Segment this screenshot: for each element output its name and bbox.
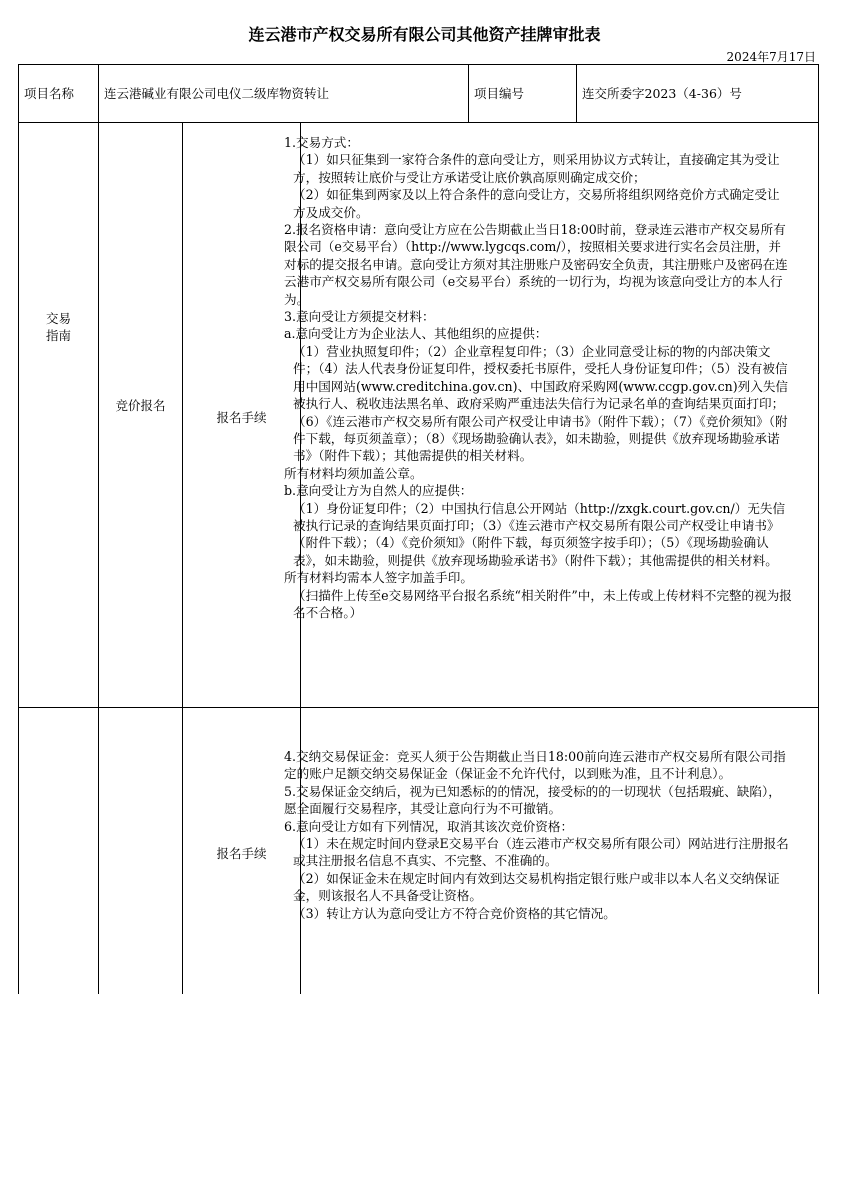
- rule-line: （1）未在规定时间内登录E交易平台（连云港市产权交易所有限公司）网站进行注册报名或其注册报名信息不真实、不完整、不准确的。: [293, 836, 789, 869]
- rule-line: （3）转让方认为意向受让方不符合竞价资格的其它情况。: [293, 905, 616, 921]
- project-no-label: 项目编号: [474, 85, 525, 101]
- rule-line: 4.交纳交易保证金：竞买人须于公告期截止当日18:00前向连云港市产权交易所有限公司指定的账户足额交纳交易保证金（保证金不允许代付，以到账为准，且不计利息）。: [284, 749, 786, 782]
- section-divider: [18, 707, 819, 708]
- rule-line: （1）如只征集到一家符合条件的意向受让方，则采用协议方式转让，直接确定其为受让方，按照转让底价与受让方承诺受让底价孰高原则确定成交价；: [293, 152, 780, 185]
- trade-rules-content: [284, 134, 792, 621]
- rule-line: 2.报名资格申请：意向受让方应在公告期截止当日18:00时前，登录连云港市产权交易所有限公司（e交易平台）（http://www.lygcqs.com/），按照相关要求进行实名会员注册，并对标的提交报名申请。意向受让方须对其注册账户及密码安全负责，其注册账户及密码在连云港市产权交易所有限公司（e交易平台）系统的一切行为，均视为该意向受让方的本人行为。: [284, 222, 788, 307]
- rule-line: 1.交易方式：: [284, 135, 359, 150]
- trade-guide-label: 交易 指南: [45, 311, 71, 343]
- project-name-label: 项目名称: [24, 85, 75, 101]
- table-border-right: [818, 64, 819, 994]
- page-title: 连云港市产权交易所有限公司其他资产挂牌审批表: [248, 25, 601, 44]
- rule-line: b.意向受让方为自然人的应提供：: [284, 483, 473, 499]
- row1-sep-1: [98, 64, 99, 122]
- rule-line: （2）如保证金未在规定时间内有效到达交易机构指定银行账户或非以本人名义交纳保证金，则该报名人不具备受让资格。: [293, 870, 780, 904]
- rule-line: 6.意向受让方如有下列情况，取消其该次竞价资格：: [284, 818, 574, 834]
- rule-line: 所有材料均需本人签字加盖手印。: [284, 570, 473, 586]
- rule-line: （扫描件上传至e交易网络平台报名系统“相关附件”中，未上传或上传材料不完整的视为报名不合格。）: [293, 587, 792, 620]
- auction-signup-label: 竞价报名: [115, 397, 166, 413]
- project-name-value: 连云港碱业有限公司电仪二级库物资转让: [104, 85, 330, 101]
- document-date: 2024年7月17日: [726, 50, 816, 64]
- signup-procedure-label-1: 报名手续: [216, 409, 267, 425]
- rule-line: 5.交易保证金交纳后，视为已知悉标的的情况，接受标的的一切现状（包括瑕疵、缺陷），愿全面履行交易程序，其受让意向行为不可撤销。: [284, 783, 781, 817]
- signup-procedure-label-2: 报名手续: [216, 845, 267, 861]
- row1-sep-2: [468, 64, 469, 122]
- rule-line: （1）营业执照复印件；（2）企业章程复印件；（3）企业同意受让标的物的内部决策文件；（4）法人代表身份证复印件，授权委托书原件，受托人身份证复印件；（5）没有被信用中国网站(www.creditchina.gov.cn)、中国政府采购网(www.ccgp.gov.cn)列入失信被执行人、税收违法黑名单、政府采购严重违法失信行为记录名单的查询结果页面打印；（6）《连云港市产权交易所有限公司产权受让申请书》（附件下载）；（7）《竞价须知》（附件下载，每页须盖章）；（8）《现场勘验确认表》，如未勘验，则提供《放弃现场勘验承诺书》（附件下载）；其他需提供的相关材料。: [293, 343, 789, 464]
- project-no-value: 连交所委字2023（4-36）号: [582, 85, 742, 101]
- rule-line: a.意向受让方为企业法人、其他组织的应提供：: [284, 326, 548, 342]
- rule-line: （2）如征集到两家及以上符合条件的意向受让方，交易所将组织网络竞价方式确定受让方及成交价。: [293, 187, 780, 220]
- rule-line: 所有材料均须加盖公章。: [284, 465, 423, 481]
- rule-line: 3.意向受让方须提交材料：: [284, 309, 435, 325]
- row1-sep-3: [576, 64, 577, 122]
- deposit-rules-content: [284, 748, 792, 922]
- rule-line: （1）身份证复印件；（2）中国执行信息公开网站（http://zxgk.court.gov.cn/）无失信被执行记录的查询结果页面打印；（3）《连云港市产权交易所有限公司产权受让申请书》（附件下载）；（4）《竞价须知》（附件下载，每页须签字按手印）；（5）《现场勘验确认表》，如未勘验，则提供《放弃现场勘验承诺书》（附件下载）；其他需提供的相关材料。: [293, 500, 786, 568]
